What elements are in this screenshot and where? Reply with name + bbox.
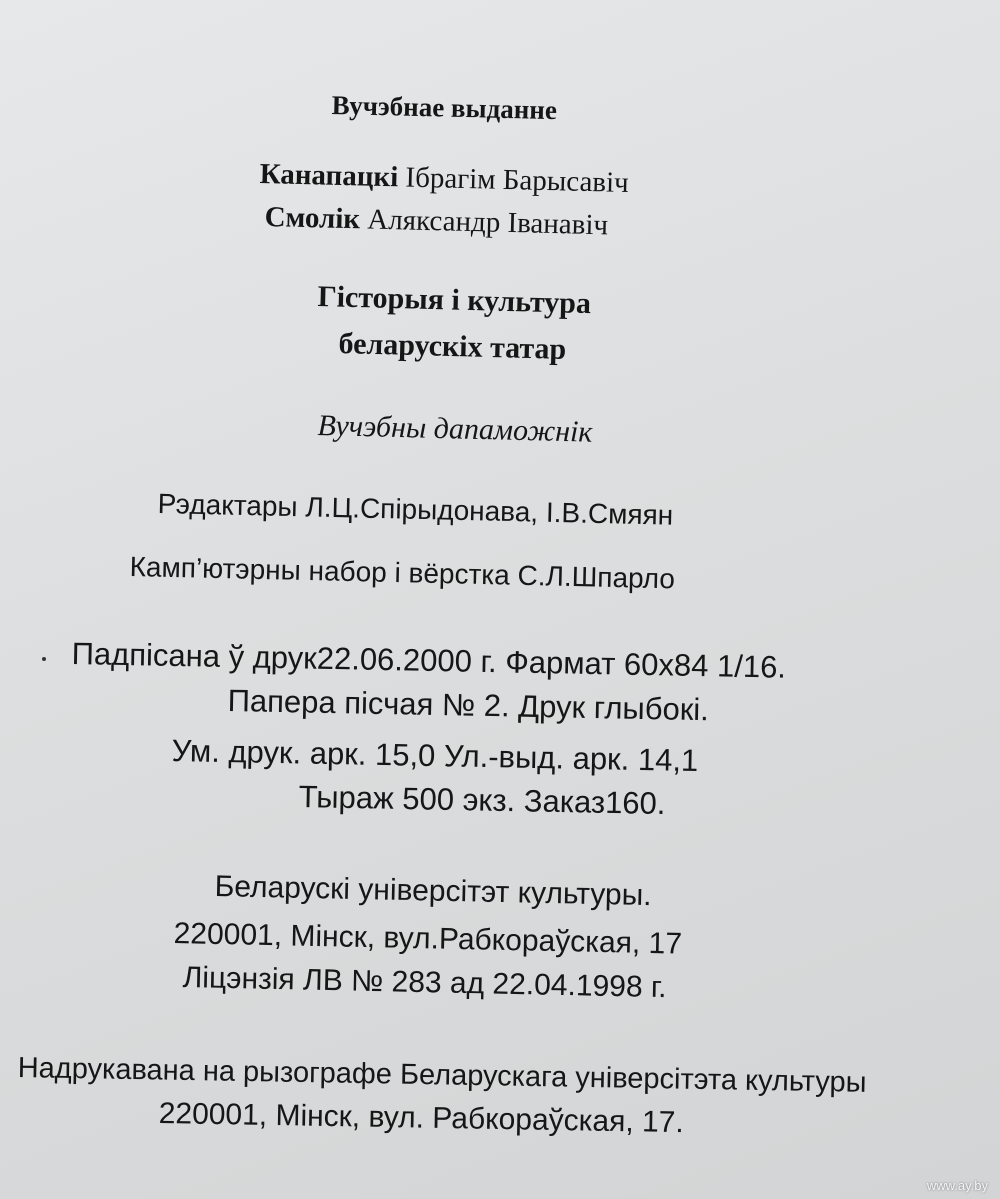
publisher-license: Ліцэнзія ЛВ № 283 ад 22.04.1998 г. xyxy=(182,961,667,1005)
editors-credit: Рэдактары Л.Ц.Спірыдонава, І.В.Смяян xyxy=(157,488,674,531)
imprint-paper: Папера пісчая № 2. Друк глыбокі. xyxy=(227,683,710,728)
author-1-given: Ібрагім Барысавіч xyxy=(397,161,630,200)
publisher-name: Беларускі універсітэт культуры. xyxy=(214,870,652,913)
imprint-signed: Падпісана ў друк22.06.2000 г. Фармат 60х84 1/16. xyxy=(71,636,787,685)
site-watermark: www.ay.by xyxy=(926,1178,988,1193)
author-2 xyxy=(264,203,608,240)
edition-type: Вучэбнае выданне xyxy=(331,90,558,126)
book-title-line-1: Гісторыя і культура xyxy=(317,280,592,321)
typesetting-credit: Камп’ютэрны набор і вёрстка С.Л.Шпарло xyxy=(129,551,676,595)
author-2-given: Аляксандр Іванавіч xyxy=(359,203,609,242)
author-1 xyxy=(259,160,629,198)
imprint-run: Тыраж 500 экз. Заказ160. xyxy=(298,779,666,822)
imprint-sheets: Ум. друк. арк. 15,0 Ул.-выд. арк. 14,1 xyxy=(171,733,699,779)
author-1-surname: Канапацкі xyxy=(259,158,399,194)
book-subtitle: Вучэбны дапаможнік xyxy=(317,409,593,449)
printer-line-2: 220001, Мінск, вул. Рабкораўская, 17. xyxy=(158,1097,685,1140)
book-title-line-2: беларускіх татар xyxy=(338,327,567,366)
printer-line-1: Надрукавана на рызографе Беларускага універсітэта культуры xyxy=(17,1052,867,1099)
margin-mark xyxy=(42,657,46,661)
publisher-address: 220001, Мінск, вул.Рабкораўская, 17 xyxy=(173,917,683,961)
author-2-surname: Смолік xyxy=(264,201,361,236)
